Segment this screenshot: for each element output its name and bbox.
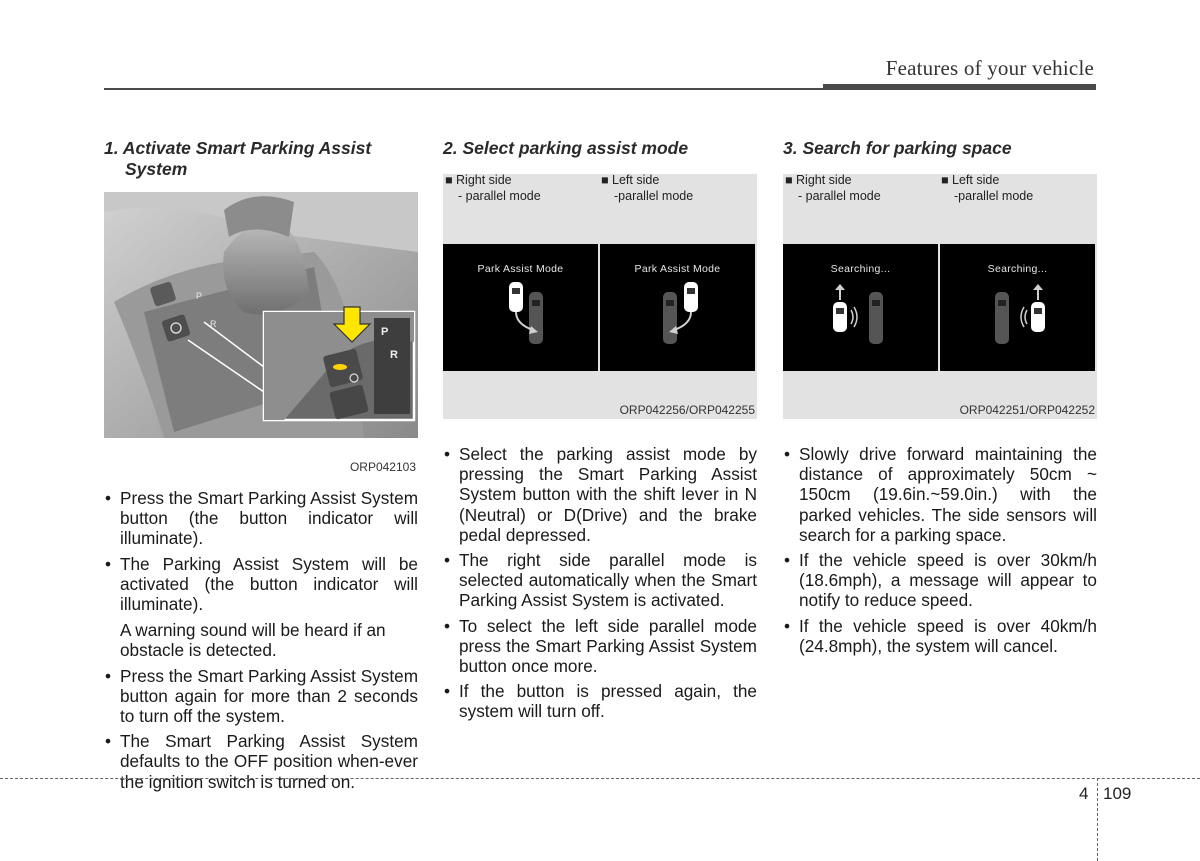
bullet-list — [104, 666, 418, 792]
list-item: • If the vehicle speed is over 30km/h (18.6mph), a message will appear to notify to reduce speed. — [783, 550, 1097, 611]
figure-shift-console — [104, 180, 418, 484]
display-screen-left — [940, 244, 1095, 371]
mode-label-panel — [443, 174, 757, 244]
searching-car-icon — [783, 244, 938, 371]
page-header-title: Features of your vehicle — [885, 56, 1094, 80]
page-number: 109 — [1103, 784, 1132, 803]
left-side-label: ■ Left side -parallel mode — [601, 173, 694, 203]
svg-text:R: R — [390, 349, 398, 361]
section-title-line2: System — [125, 159, 188, 179]
section-title: 3. Search for parking space — [783, 138, 1012, 158]
section-activate — [104, 138, 418, 797]
shift-label-r: R — [210, 319, 217, 329]
screens-panel — [783, 244, 1097, 371]
mode-label-panel — [783, 174, 1097, 244]
parking-car-icon — [443, 244, 598, 371]
header-rule-accent — [823, 84, 1096, 90]
left-side-label: ■ Left side -parallel mode — [941, 173, 1034, 203]
bullet-list — [443, 444, 757, 722]
bullet-list — [783, 444, 1097, 656]
svg-text:P: P — [381, 326, 389, 338]
shift-console-photo — [104, 192, 418, 438]
footer-divider — [1097, 778, 1098, 861]
section-select-mode — [443, 138, 757, 727]
section-title-line1: 1. Activate Smart Parking Assist — [104, 138, 372, 158]
shift-console-illustration — [104, 192, 418, 438]
section-title: 2. Select parking assist mode — [443, 138, 689, 158]
display-screen-left — [600, 244, 755, 371]
list-item: • Press the Smart Parking Assist System button again for more than 2 seconds to turn off the system. — [104, 666, 418, 727]
screen-text: Park Assist Mode — [634, 263, 721, 275]
list-item: • If the vehicle speed is over 40km/h (24.8mph), the system will cancel. — [783, 616, 1097, 656]
note-text: A warning sound will be heard if an obstacle is detected. — [120, 620, 386, 661]
list-item: • If the button is pressed again, the system will turn off. — [443, 681, 757, 721]
searching-car-icon — [940, 244, 1095, 371]
chapter-number: 4 — [1079, 784, 1089, 803]
screen-text: Park Assist Mode — [477, 263, 564, 275]
list-item: • The right side parallel mode is selected automatically when the Smart Parking Assist System is activated. — [443, 550, 757, 611]
list-item: • Slowly drive forward maintaining the distance of approximately 50cm ~ 150cm (19.6in.~59.0in.) with the parked vehicles. The side sensors will search for a parking space. — [783, 444, 1097, 545]
footer-rule — [0, 778, 1200, 779]
screen-text: Searching... — [987, 263, 1048, 275]
section-title — [104, 138, 418, 180]
list-item: • Press the Smart Parking Assist System button (the button indicator will illuminate). — [104, 488, 418, 549]
shift-label-p: P — [196, 291, 203, 301]
button-zoom-inset — [264, 307, 414, 420]
parking-car-icon — [600, 244, 755, 371]
figure-search-screens — [783, 174, 1097, 430]
right-side-label: ■ Right side - parallel mode — [785, 173, 881, 203]
display-screen-right — [443, 244, 598, 371]
bullet-list — [104, 488, 418, 614]
list-item: • The Smart Parking Assist System defaults to the OFF position when-ever the ignition switch is turned on. — [104, 731, 418, 792]
section-search-space — [783, 138, 1097, 661]
display-screen-right — [783, 244, 938, 371]
figure-caption: ORP042103 — [349, 460, 416, 474]
figure-caption: ORP042251/ORP042252 — [959, 403, 1095, 417]
right-side-label: ■ Right side - parallel mode — [445, 173, 541, 203]
screen-text: Searching... — [830, 263, 891, 275]
list-item: • The Parking Assist System will be activated (the button indicator will illuminate). — [104, 554, 418, 615]
figure-mode-screens — [443, 174, 757, 430]
figure-caption: ORP042256/ORP042255 — [619, 403, 755, 417]
list-item: • Select the parking assist mode by pressing the Smart Parking Assist System button with the shift lever in N (Neutral) or D(Drive) and the brake pedal depressed. — [443, 444, 757, 545]
screens-panel — [443, 244, 757, 371]
list-item: • To select the left side parallel mode press the Smart Parking Assist System button once more. — [443, 616, 757, 677]
